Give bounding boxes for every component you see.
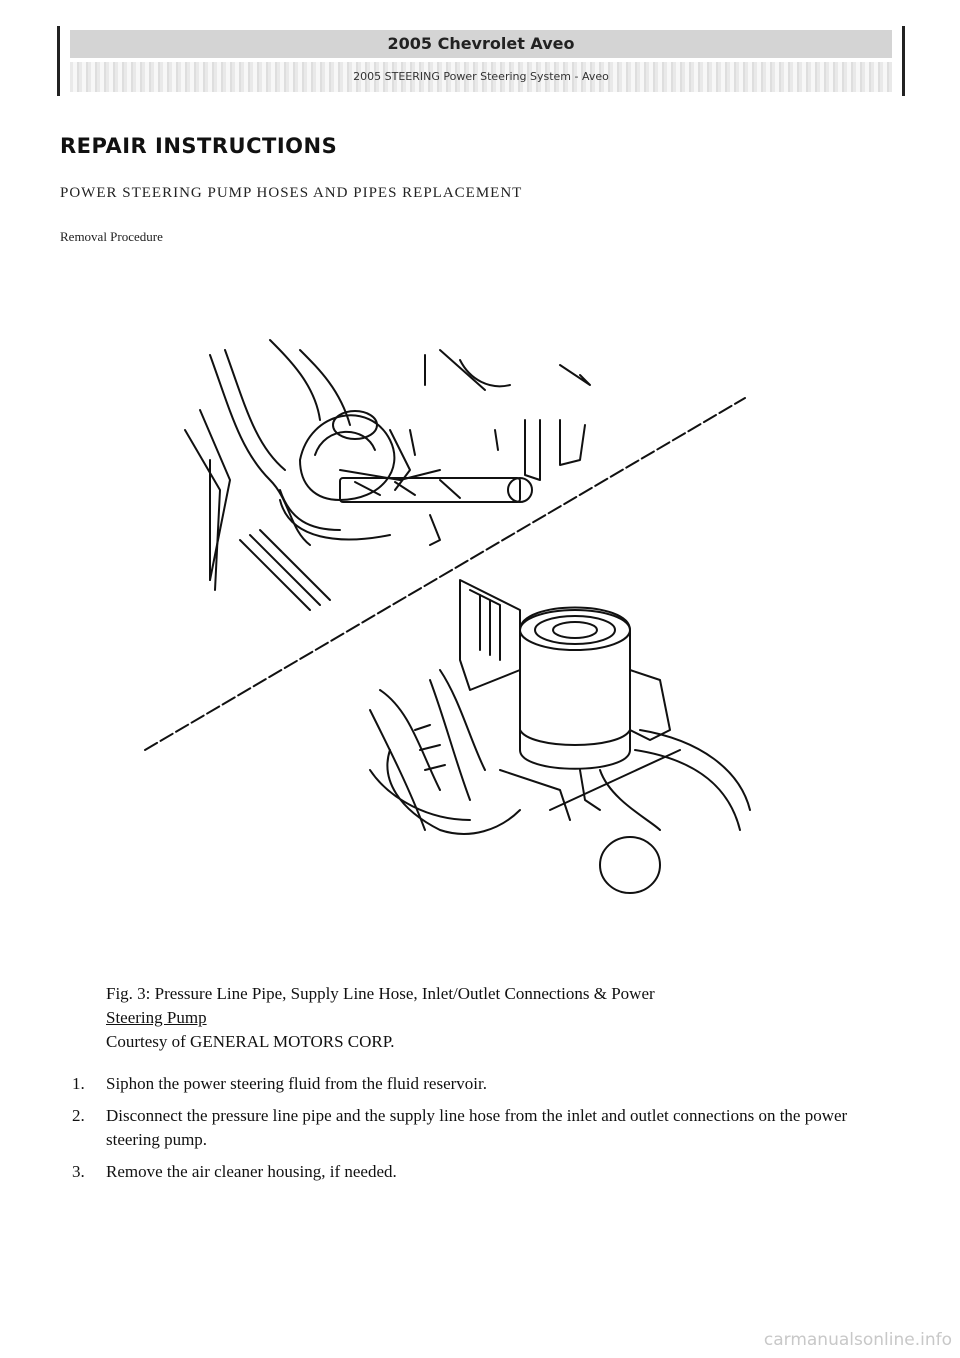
- procedure-label: Removal Procedure: [60, 229, 163, 244]
- caption-text: Fig. 3: Pressure Line Pipe, Supply Line Hose, Inlet/Outlet Connections & Power: [106, 984, 655, 1003]
- page-header: [57, 26, 905, 96]
- lower-view-detail: [370, 580, 750, 893]
- header-subtitle: 2005 STEERING Power Steering System - Aveo: [70, 62, 892, 92]
- step-item: [60, 1072, 900, 1096]
- caption-link[interactable]: Steering Pump: [106, 1008, 207, 1027]
- step-item: [60, 1104, 900, 1152]
- step-text: Remove the air cleaner housing, if needed.: [106, 1162, 397, 1181]
- step-text: Disconnect the pressure line pipe and the supply line hose from the inlet and outlet connections on the power steering pump.: [106, 1106, 848, 1149]
- caption-courtesy: Courtesy of GENERAL MOTORS CORP.: [106, 1032, 395, 1051]
- procedure-steps: [60, 1072, 900, 1192]
- procedure-heading: POWER STEERING PUMP HOSES AND PIPES REPLACEMENT: [60, 185, 523, 201]
- steering-pump-illustration: [140, 330, 780, 910]
- step-number: 3.: [72, 1162, 85, 1181]
- step-number: 2.: [72, 1106, 85, 1125]
- step-number: 1.: [72, 1074, 85, 1093]
- figure-caption: [106, 982, 896, 1054]
- step-text: Siphon the power steering fluid from the fluid reservoir.: [106, 1074, 487, 1093]
- section-title: REPAIR INSTRUCTIONS: [60, 134, 338, 158]
- header-title: 2005 Chevrolet Aveo: [70, 30, 892, 58]
- site-watermark: carmanualsonline.info: [763, 1330, 952, 1350]
- step-item: [60, 1160, 900, 1184]
- upper-view-detail: [185, 340, 590, 610]
